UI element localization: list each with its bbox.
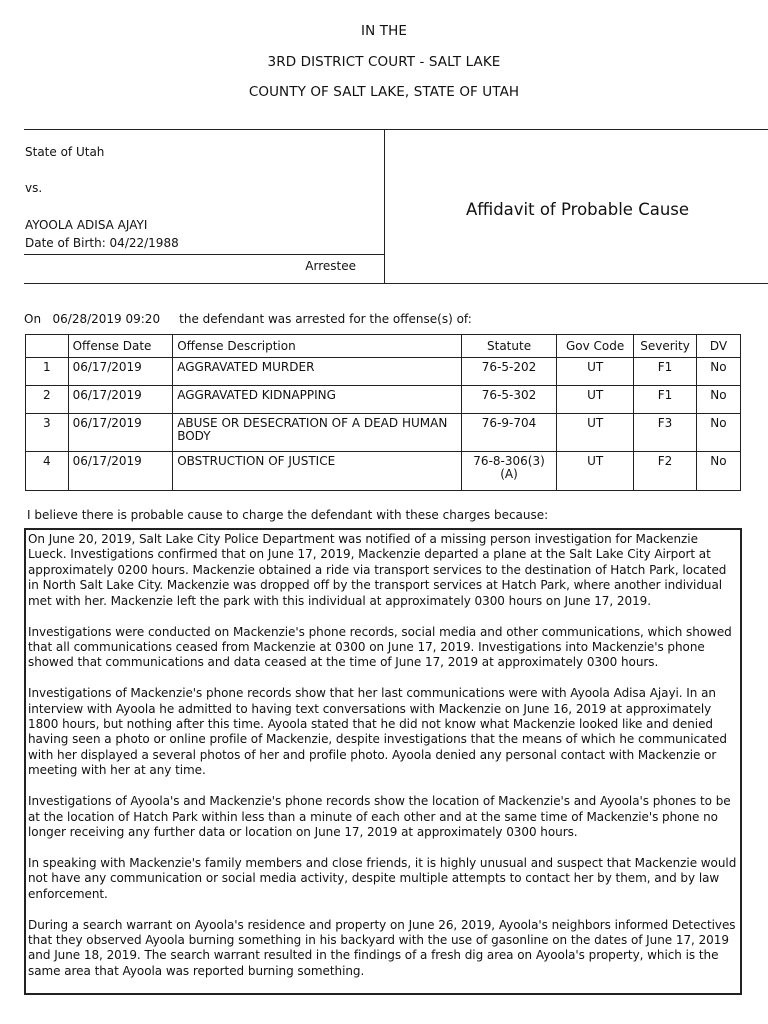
table-row: [26, 358, 741, 386]
offense-gov-code: UT: [557, 452, 634, 491]
court-header-line-1: IN THE: [361, 23, 407, 39]
offense-dv: No: [696, 386, 740, 414]
header-gov-code: Gov Code: [557, 335, 634, 358]
narrative-paragraph: In speaking with Mackenzie's family members and close friends, it is highly unusual and suspect that Mackenzie would not have any communication or social media activity, despite multiple attempts to contact her by them, and by law enforcement.: [28, 855, 737, 901]
offense-description: ABUSE OR DESECRATION OF A DEAD HUMAN BODY: [173, 414, 462, 452]
offense-number: 2: [26, 386, 69, 414]
offense-statute: 76-5-202: [461, 358, 556, 386]
offense-description: OBSTRUCTION OF JUSTICE: [173, 452, 462, 491]
offense-gov-code: UT: [557, 386, 634, 414]
offense-number: 1: [26, 358, 69, 386]
offense-date: 06/17/2019: [68, 452, 173, 491]
narrative-paragraph: Investigations of Mackenzie's phone records show that her last communications were with Ayoola Adisa Ajayi. In an interview with Ayoola he admitted to having text conversations with Mackenzie on June 16, 2019 at approximately 1800 hours, but nothing after this time. Ayoola stated that he did not know what Mackenzie looked like and denied having seen a photo or online profile of Mackenzie, despite investigations that the means of which he communicated with her displayed a several photos of her and profile photo. Ayoola denied any personal contact with Mackenzie or meeting with her at any time.: [28, 686, 727, 778]
header-offense-date: Offense Date: [68, 335, 173, 358]
narrative-paragraph: Investigations were conducted on Mackenzie's phone records, social media and other communications, which showed that all communications ceased from Mackenzie at 0300 on June 17, 2019. Investigations into Mackenzie's phone showed that communications and data ceased at the time of June 17, 2019 at approximately 0300 hours.: [28, 624, 732, 670]
probable-cause-intro: I believe there is probable cause to charge the defendant with these charges because:: [27, 508, 549, 522]
arrestee-row: [24, 254, 384, 273]
header-statute: Statute: [461, 335, 556, 358]
table-row: [26, 452, 741, 491]
offense-date: 06/17/2019: [68, 358, 173, 386]
offense-statute: 76-9-704: [461, 414, 556, 452]
offense-number: 4: [26, 452, 69, 491]
court-header: [0, 24, 768, 116]
offense-date: 06/17/2019: [68, 386, 173, 414]
header-number: [26, 335, 69, 358]
offense-severity: F3: [634, 414, 697, 452]
case-caption: [24, 129, 768, 284]
offense-number: 3: [26, 414, 69, 452]
arrestee-label: Arrestee: [305, 259, 356, 273]
document-title: Affidavit of Probable Cause: [465, 200, 690, 219]
offense-description: AGGRAVATED MURDER: [173, 358, 462, 386]
court-header-line-3: COUNTY OF SALT LAKE, STATE OF UTAH: [248, 84, 520, 100]
plaintiff-name: State of Utah: [25, 145, 105, 159]
offense-severity: F1: [634, 358, 697, 386]
offense-dv: No: [696, 452, 740, 491]
arrest-prefix: On: [24, 312, 42, 326]
offense-severity: F1: [634, 386, 697, 414]
offense-gov-code: UT: [557, 358, 634, 386]
defendant-name: AYOOLA ADISA AJAYI: [25, 218, 148, 232]
offense-statute: 76-8-306(3)(A): [461, 452, 556, 491]
narrative-paragraph: On June 20, 2019, Salt Lake City Police Department was notified of a missing person investigation for Mackenzie Lueck. Investigations confirmed that on June 17, 2019, Mackenzie departed a plane at the Salt Lake City Airport at approximately 0200 hours. Mackenzie obtained a ride via transport services to the destination of Hatch Park, located in North Salt Lake City. Mackenzie was dropped off by the transport services at Hatch Park, where another individual met with her. Mackenzie left the park with this individual at approximately 0300 hours on June 17, 2019.: [28, 532, 727, 608]
offense-date: 06/17/2019: [68, 414, 173, 452]
offense-statute: 76-5-302: [461, 386, 556, 414]
offense-gov-code: UT: [557, 414, 634, 452]
defendant-dob: Date of Birth: 04/22/1988: [25, 236, 179, 250]
header-dv: DV: [696, 335, 740, 358]
offenses-table: [25, 334, 741, 491]
offense-dv: No: [696, 358, 740, 386]
offense-description: AGGRAVATED KIDNAPPING: [173, 386, 462, 414]
table-row: [26, 386, 741, 414]
arrest-datetime: 06/28/2019 09:20: [52, 312, 161, 326]
header-severity: Severity: [634, 335, 697, 358]
offenses-header-row: [26, 335, 741, 358]
arrest-statement: [24, 312, 472, 326]
offense-dv: No: [696, 414, 740, 452]
court-header-line-2: 3RD DISTRICT COURT - SALT LAKE: [267, 53, 501, 70]
header-offense-description: Offense Description: [173, 335, 462, 358]
case-parties: [24, 130, 385, 283]
narrative-paragraph: During a search warrant on Ayoola's residence and property on June 26, 2019, Ayoola's neighbors informed Detectives that they observed Ayoola burning something in his backyard with the use of gasonline on the dates of June 17, 2019 and June 18, 2019. The search warrant resulted in the findings of a fresh dig area on Ayoola's property, which is the same area that Ayoola was reported burning something.: [28, 917, 736, 978]
table-row: [26, 414, 741, 452]
arrest-text: the defendant was arrested for the offense(s) of:: [179, 312, 472, 326]
versus-label: vs.: [25, 181, 43, 195]
narrative-paragraph: Investigations of Ayoola's and Mackenzie's phone records show the location of Mackenzie's and Ayoola's phones to be at the location of Hatch Park within less than a minute of each other and at the same time of Mackenzie's phone no longer receiving any further data or location on June 17, 2019 at approximately 0300 hours.: [28, 794, 731, 839]
offense-severity: F2: [634, 452, 697, 491]
probable-cause-narrative: [24, 528, 742, 995]
